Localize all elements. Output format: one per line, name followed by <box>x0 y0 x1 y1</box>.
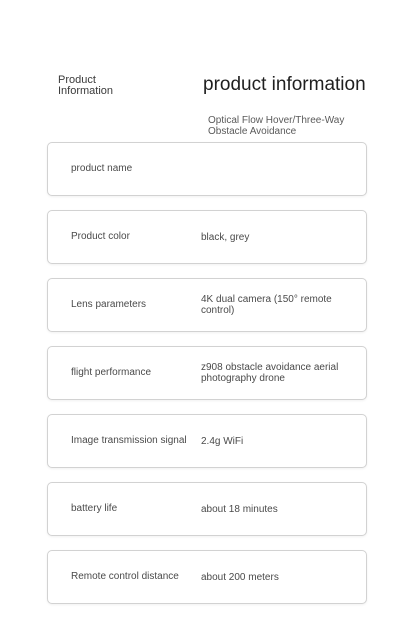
spec-label: Product color <box>71 231 130 242</box>
page-title: product information <box>203 74 366 95</box>
spec-value: 4K dual camera (150° remote control) <box>201 294 332 316</box>
spec-row-flight-performance <box>47 346 367 400</box>
spec-row-image-transmission <box>47 414 367 468</box>
header-small-line-1: Product <box>58 74 96 86</box>
page-subtitle: Optical Flow Hover/Three-Way Obstacle Avoidance <box>208 115 345 137</box>
spec-row-battery-life <box>47 482 367 536</box>
spec-list <box>47 142 367 618</box>
header-small-title <box>58 75 113 97</box>
spec-label: product name <box>71 163 133 174</box>
spec-value: about 18 minutes <box>201 503 278 515</box>
spec-row-product-name <box>47 142 367 196</box>
spec-row-product-color <box>47 210 367 264</box>
spec-value: black, grey <box>201 231 250 243</box>
spec-label: Image transmission signal <box>71 435 187 446</box>
spec-row-lens-parameters <box>47 278 367 332</box>
spec-label: Remote control distance <box>71 571 179 582</box>
spec-value: z908 obstacle avoidance aerial photography drone <box>201 362 339 384</box>
spec-value: 2.4g WiFi <box>201 435 244 447</box>
spec-label: battery life <box>71 503 118 514</box>
spec-label: Lens parameters <box>71 299 147 310</box>
spec-row-remote-distance <box>47 550 367 604</box>
spec-value: about 200 meters <box>201 571 279 583</box>
header-small-line-2: Information <box>58 85 114 97</box>
spec-label: flight performance <box>71 367 152 378</box>
